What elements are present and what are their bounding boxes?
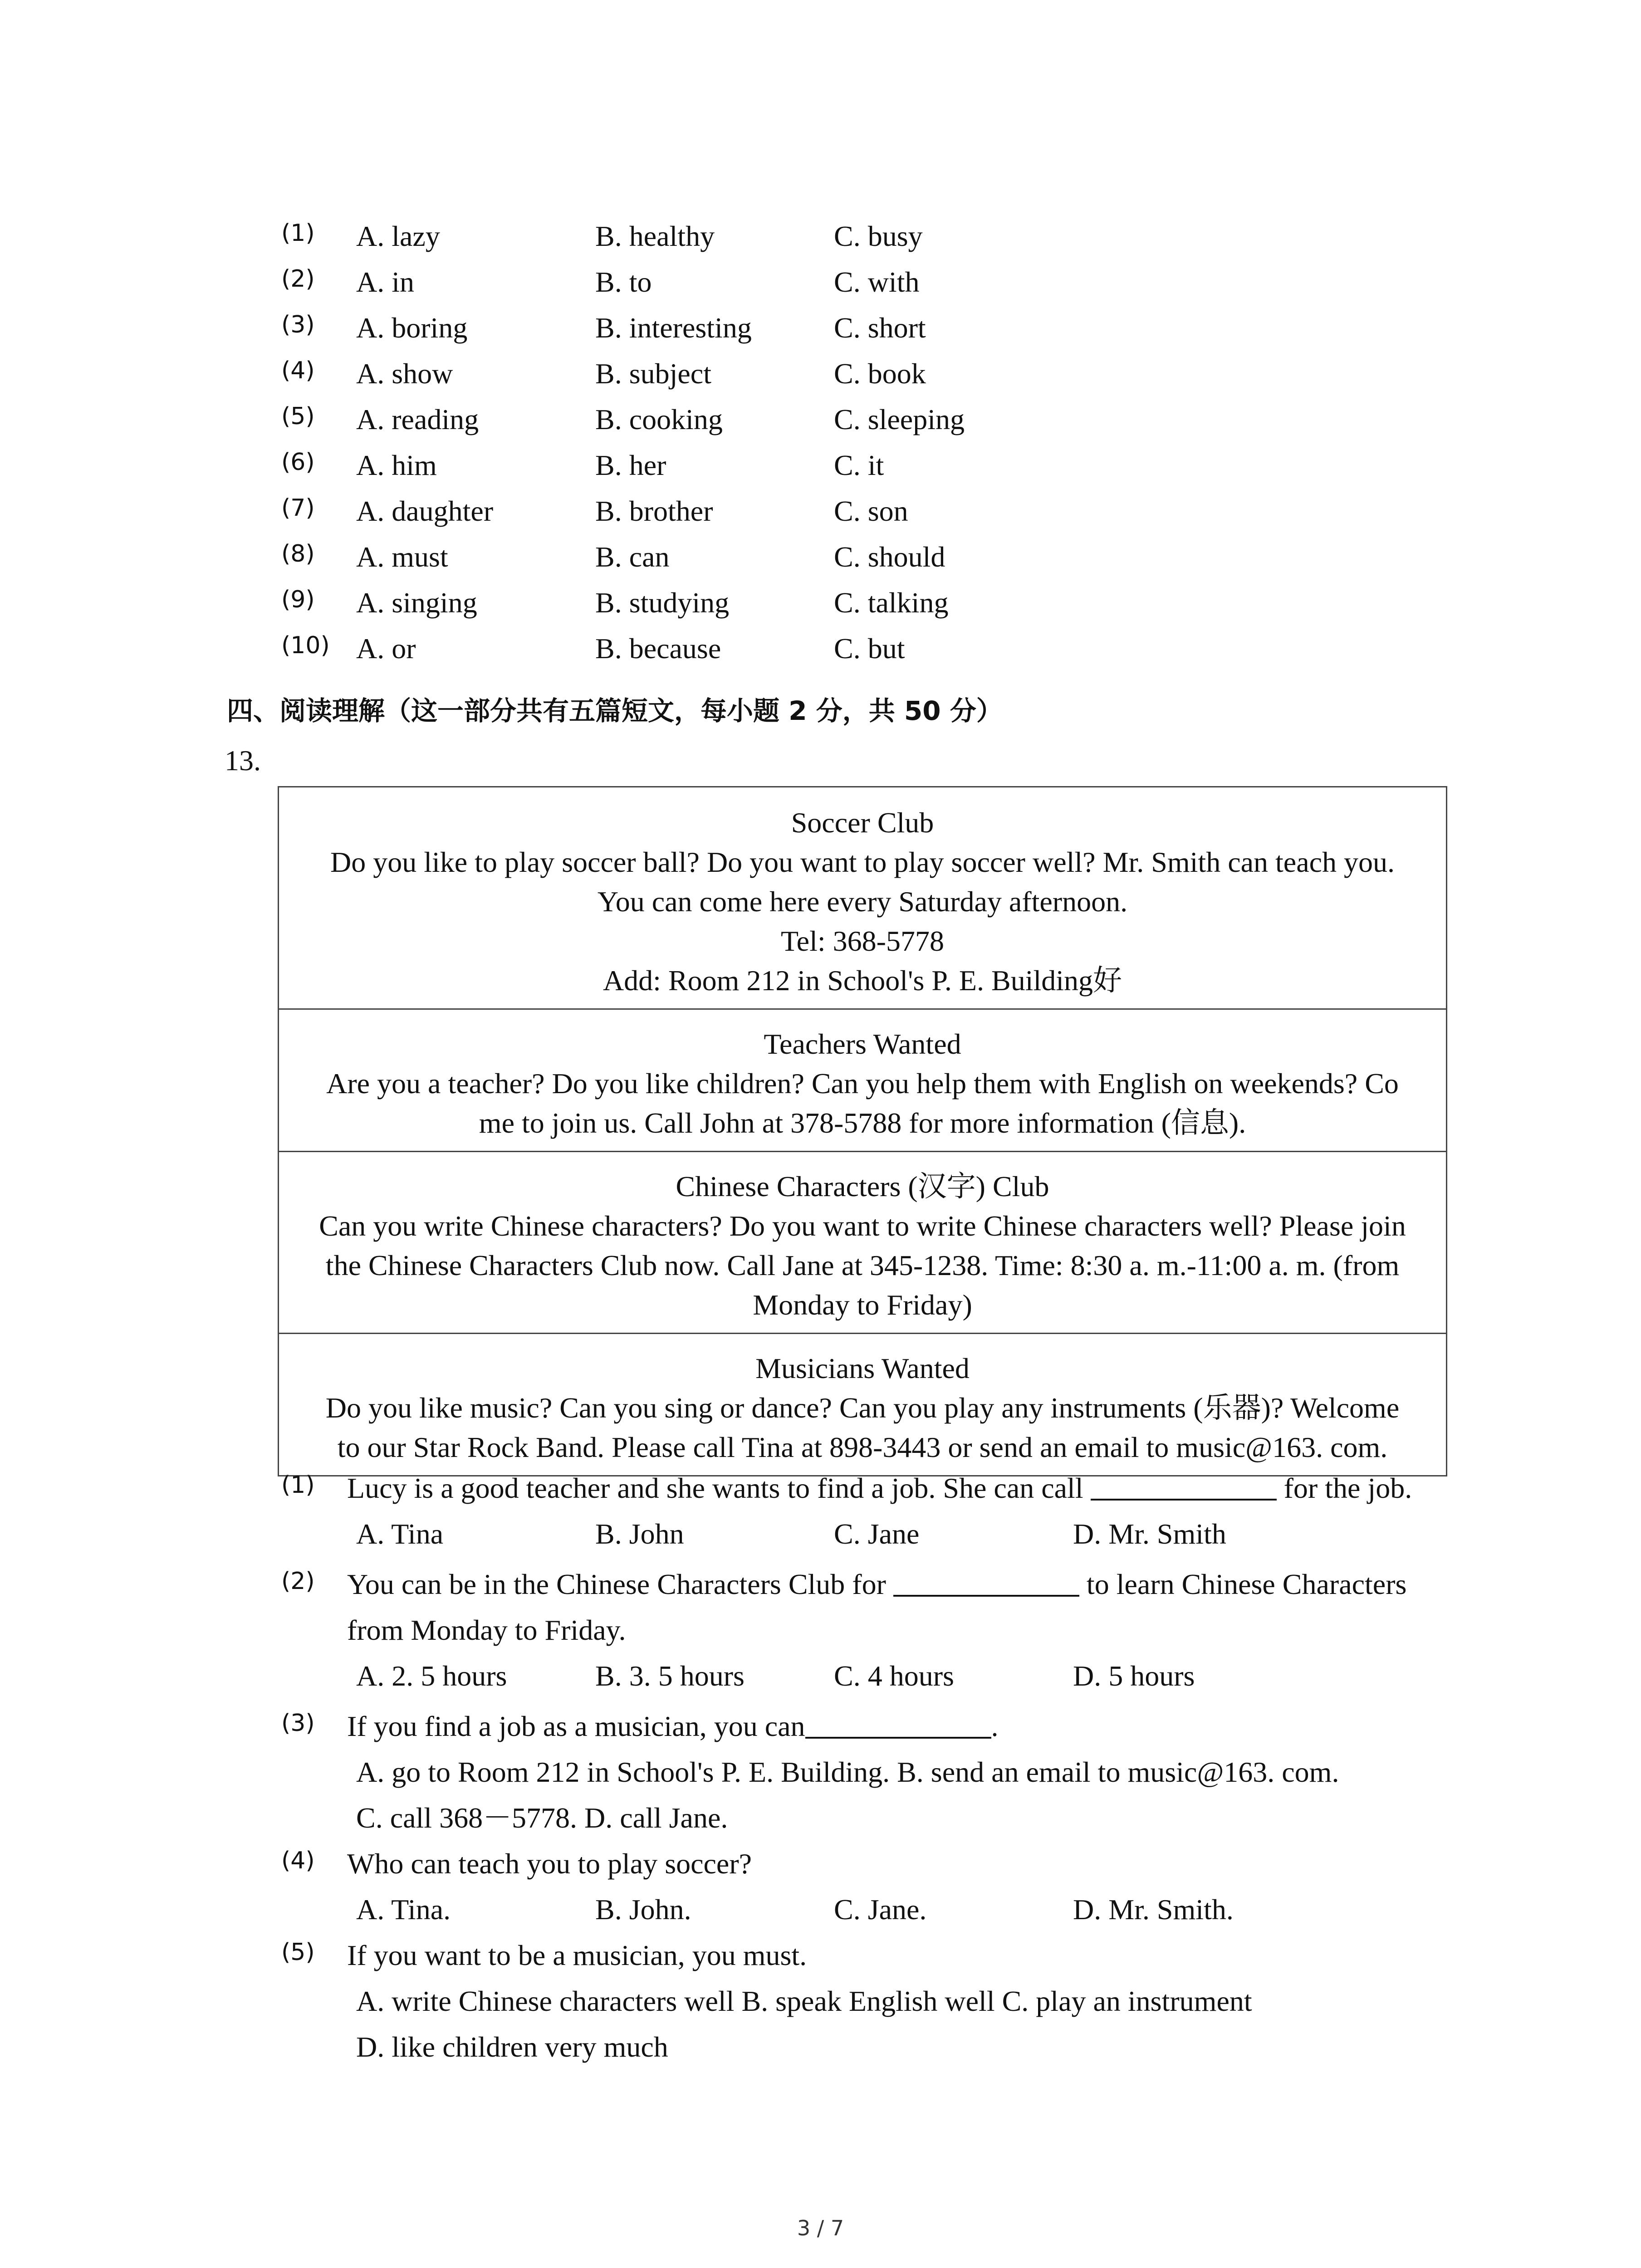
ads-table	[278, 786, 1447, 1476]
options-line	[281, 2024, 1452, 2070]
option-c: C. book	[834, 357, 926, 390]
ad-line: Monday to Friday)	[753, 1289, 972, 1321]
ad-line: the Chinese Characters Club now. Call Jane at 345-1238. Time: 8:30 a. m.-11:00 a. m. (from	[325, 1249, 1400, 1281]
question-4	[281, 1841, 1452, 1932]
option-a: A. must	[356, 541, 448, 573]
option-a: A. in	[356, 266, 414, 298]
ad-musicians-wanted	[279, 1333, 1446, 1475]
option-c: C. talking	[834, 587, 949, 619]
ad-title: Chinese Characters (汉字) Club	[676, 1170, 1049, 1202]
choices-line[interactable]: A. go to Room 212 in School's P. E. Building. B. send an email to music@163. com.	[356, 1756, 1339, 1788]
option-b: B. studying	[595, 587, 730, 619]
question-5	[281, 1932, 1452, 2070]
option-c: C. sleeping	[834, 403, 965, 435]
ad-teachers-wanted	[279, 1008, 1446, 1151]
stem-text: Who can teach you to play soccer?	[347, 1848, 752, 1880]
answer-blank[interactable]	[1091, 1471, 1277, 1501]
options-line	[281, 1795, 1452, 1841]
option-c: C. should	[834, 541, 945, 573]
row-number: (9)	[281, 586, 315, 613]
choice-c[interactable]: C. Jane.	[834, 1893, 927, 1926]
option-b: B. can	[595, 541, 670, 573]
ad-title: Teachers Wanted	[764, 1028, 961, 1060]
choice-c[interactable]: C. 4 hours	[834, 1660, 954, 1692]
row-number: (7)	[281, 494, 315, 522]
ad-line: Add: Room 212 in School's P. E. Building好	[603, 964, 1122, 997]
row-number: (1)	[281, 220, 315, 247]
row-number: (4)	[281, 357, 315, 384]
question-stem	[281, 1465, 1463, 1511]
options-line	[281, 1978, 1452, 2024]
ad-title: Soccer Club	[791, 807, 934, 839]
stem-text-before: If you find a job as a musician, you can	[347, 1710, 805, 1742]
option-b: B. healthy	[595, 220, 715, 252]
row-number: (6)	[281, 449, 315, 476]
question-3	[281, 1703, 1452, 1841]
answer-blank[interactable]	[805, 1710, 991, 1739]
option-c: C. short	[834, 312, 926, 344]
question-1	[281, 1465, 1452, 1557]
options-line	[281, 1887, 1452, 1932]
choice-b[interactable]: B. John	[595, 1518, 684, 1550]
ad-title: Musicians Wanted	[755, 1352, 970, 1384]
option-b: B. because	[595, 632, 721, 665]
question-2	[281, 1561, 1452, 1699]
question-list	[281, 1465, 1452, 2070]
ad-line: Do you like music? Can you sing or dance? Can you play any instruments (乐器)? Welcome	[325, 1392, 1400, 1424]
option-b: B. to	[595, 266, 652, 298]
option-b: B. interesting	[595, 312, 752, 344]
option-c: C. it	[834, 449, 884, 481]
choice-d[interactable]: D. Mr. Smith.	[1073, 1893, 1234, 1926]
row-number: (10)	[281, 632, 330, 659]
ad-line: to our Star Rock Band. Please call Tina at 898-3443 or send an email to music@163. com.	[337, 1431, 1388, 1463]
choice-a[interactable]: A. Tina.	[356, 1893, 451, 1926]
question-stem	[281, 1841, 1463, 1887]
stem-text-before: Lucy is a good teacher and she wants to find a job. She can call	[347, 1472, 1091, 1504]
option-a: A. singing	[356, 587, 477, 619]
choices-line[interactable]: C. call 368－5778. D. call Jane.	[356, 1802, 728, 1834]
option-a: A. lazy	[356, 220, 440, 252]
question-stem	[281, 1932, 1463, 1978]
option-c: C. with	[834, 266, 920, 298]
question-num: (5)	[281, 1939, 315, 1966]
question-stem	[281, 1703, 1463, 1749]
choice-c[interactable]: C. Jane	[834, 1518, 920, 1550]
stem-text-after: to learn Chinese Characters from Monday to Friday.	[347, 1568, 1407, 1646]
option-c: C. son	[834, 495, 908, 527]
option-c: C. busy	[834, 220, 923, 252]
option-b: B. brother	[595, 495, 713, 527]
ad-line: me to join us. Call John at 378-5788 for more information (信息).	[479, 1107, 1246, 1139]
choice-a[interactable]: A. 2. 5 hours	[356, 1660, 507, 1692]
option-a: A. or	[356, 632, 416, 665]
ad-line: Do you like to play soccer ball? Do you want to play soccer well? Mr. Smith can teach you.	[330, 846, 1395, 878]
row-number: (3)	[281, 311, 315, 338]
ad-line: You can come here every Saturday afternoon.	[597, 885, 1128, 918]
question-num: (1)	[281, 1471, 315, 1499]
question-num: (2)	[281, 1568, 315, 1595]
question-number: 13.	[225, 744, 261, 777]
option-b: B. cooking	[595, 403, 723, 435]
question-num: (3)	[281, 1710, 315, 1737]
question-num: (4)	[281, 1847, 315, 1874]
options-line	[281, 1653, 1452, 1699]
choice-b[interactable]: B. John.	[595, 1893, 691, 1926]
question-stem	[281, 1561, 1463, 1653]
option-a: A. boring	[356, 312, 468, 344]
ad-line: Are you a teacher? Do you like children? Can you help them with English on weekends? Co	[326, 1067, 1399, 1100]
ad-chinese-characters-club	[279, 1151, 1446, 1333]
choice-d[interactable]: D. 5 hours	[1073, 1660, 1195, 1692]
option-c: C. but	[834, 632, 905, 665]
choices-line[interactable]: A. write Chinese characters well B. speak English well C. play an instrument	[356, 1985, 1252, 2017]
section-title: 四、阅读理解（这一部分共有五篇短文，每小题 2 分，共 50 分）	[227, 695, 1003, 726]
stem-text-after: .	[991, 1710, 999, 1742]
ad-line: Can you write Chinese characters? Do you want to write Chinese characters well? Please join	[319, 1210, 1406, 1242]
option-b: B. her	[595, 449, 666, 481]
options-line	[281, 1511, 1452, 1557]
stem-text-after: for the job.	[1276, 1472, 1412, 1504]
option-b: B. subject	[595, 357, 711, 390]
option-a: A. him	[356, 449, 437, 481]
option-a: A. reading	[356, 403, 479, 435]
options-line	[281, 1749, 1452, 1795]
page-number: 3 / 7	[797, 2216, 844, 2240]
ad-line: Tel: 368-5778	[781, 925, 944, 957]
stem-text: If you want to be a musician, you must.	[347, 1939, 807, 1971]
row-number: (2)	[281, 265, 315, 293]
ad-soccer-club	[279, 787, 1446, 1008]
choices-line[interactable]: D. like children very much	[356, 2031, 668, 2063]
choice-a[interactable]: A. Tina	[356, 1518, 444, 1550]
row-number: (8)	[281, 540, 315, 567]
row-number: (5)	[281, 403, 315, 430]
choice-d[interactable]: D. Mr. Smith	[1073, 1518, 1226, 1550]
option-a: A. show	[356, 357, 453, 390]
stem-text-before: You can be in the Chinese Characters Club for	[347, 1568, 893, 1600]
answer-blank[interactable]	[893, 1568, 1079, 1597]
choice-b[interactable]: B. 3. 5 hours	[595, 1660, 745, 1692]
option-a: A. daughter	[356, 495, 494, 527]
